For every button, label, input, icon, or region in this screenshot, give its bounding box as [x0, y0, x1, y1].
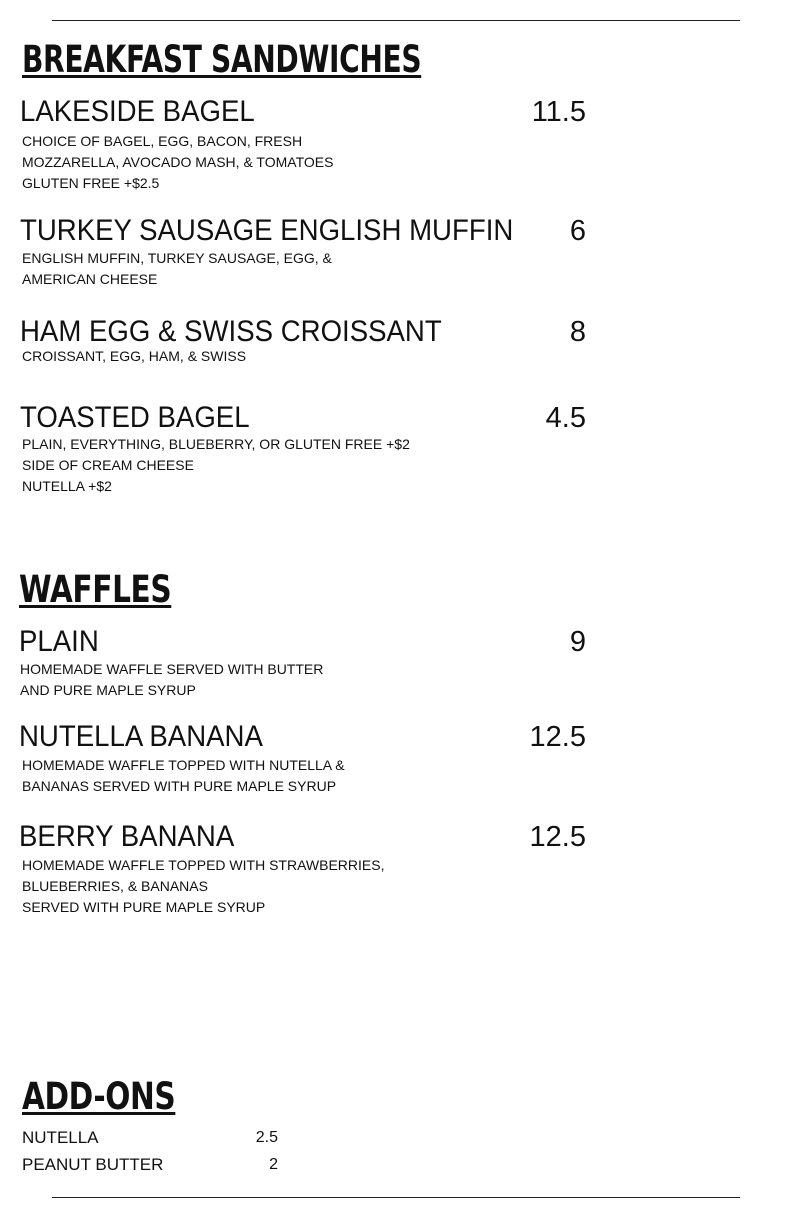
menu-item-name: BERRY BANANA — [19, 820, 235, 853]
menu-item-name: PLAIN — [19, 625, 99, 658]
menu-item-price: 11.5 — [531, 96, 586, 128]
top-divider — [52, 20, 740, 21]
menu-item-name: LAKESIDE BAGEL — [20, 95, 255, 128]
section-title-waffles: WAFFLES — [19, 568, 172, 611]
addon-name: PEANUT BUTTER — [22, 1155, 164, 1174]
menu-item-description: HOMEMADE WAFFLE TOPPED WITH STRAWBERRIES, BLUEBERRIES, & BANANAS SERVED WITH PURE MAPLE SYRUP — [22, 857, 385, 915]
menu-item-description: CROISSANT, EGG, HAM, & SWISS — [22, 348, 247, 364]
menu-item-price: 6 — [569, 215, 586, 247]
section-title-add-ons: ADD-ONS — [22, 1075, 176, 1118]
addon-price: 2 — [269, 1156, 278, 1173]
addon-price: 2.5 — [255, 1129, 278, 1146]
section-title-breakfast-sandwiches: BREAKFAST SANDWICHES — [22, 38, 422, 81]
menu-item-name: HAM EGG & SWISS CROISSANT — [20, 315, 442, 348]
menu-item-description: PLAIN, EVERYTHING, BLUEBERRY, OR GLUTEN FREE +$2 SIDE OF CREAM CHEESE NUTELLA +$2 — [22, 436, 410, 494]
menu-item-price: 9 — [569, 626, 586, 658]
menu-item-description: ENGLISH MUFFIN, TURKEY SAUSAGE, EGG, & AMERICAN CHEESE — [22, 250, 332, 287]
menu-item-name: TURKEY SAUSAGE ENGLISH MUFFIN — [20, 214, 514, 247]
bottom-divider — [52, 1197, 740, 1198]
menu-item-price: 12.5 — [529, 721, 586, 753]
menu-item-name: TOASTED BAGEL — [20, 401, 250, 434]
menu-item-price: 4.5 — [545, 402, 586, 434]
menu-item-description: HOMEMADE WAFFLE TOPPED WITH NUTELLA & BANANAS SERVED WITH PURE MAPLE SYRUP — [22, 757, 345, 794]
menu-item-description: HOMEMADE WAFFLE SERVED WITH BUTTER AND PURE MAPLE SYRUP — [20, 661, 324, 698]
menu-item-price: 8 — [569, 316, 586, 348]
menu-item-name: NUTELLA BANANA — [19, 720, 263, 753]
addon-name: NUTELLA — [22, 1128, 99, 1147]
menu-item-price: 12.5 — [529, 821, 586, 853]
menu-item-description: CHOICE OF BAGEL, EGG, BACON, FRESH MOZZARELLA, AVOCADO MASH, & TOMATOES GLUTEN FREE +$2.5 — [22, 133, 334, 191]
